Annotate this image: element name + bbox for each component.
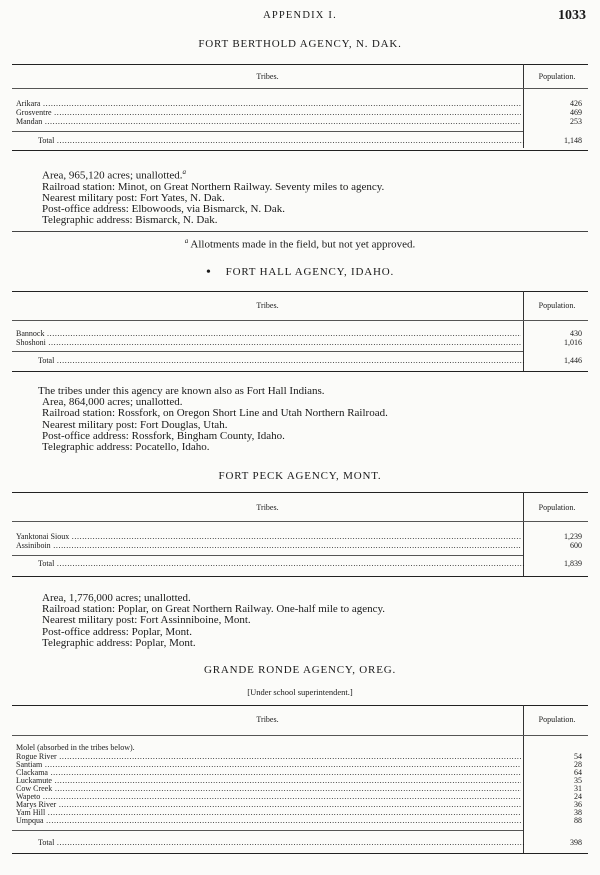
section-title-grande-ronde: GRANDE RONDE AGENCY, OREG. — [203, 664, 397, 676]
table-grande-ronde — [12, 705, 588, 857]
military-post-line: Nearest military post: Fort Douglas, Utah. — [42, 418, 228, 431]
total-label: Total ..... — [16, 559, 525, 569]
column-header-population: Population. — [538, 503, 576, 512]
total-label: Total ..... — [16, 356, 525, 366]
agency-details-fort-berthold — [42, 167, 562, 227]
table-fort-peck — [12, 492, 588, 577]
railroad-line: Railroad station: Minot, on Great Northern Railway. Seventy miles to agency. — [42, 180, 385, 193]
column-header-population: Population. — [538, 301, 576, 310]
table-row — [12, 117, 588, 127]
footnote-mark: a — [184, 237, 189, 245]
table-row — [12, 338, 588, 348]
total-label: Total ..... — [16, 136, 525, 146]
population-value: 38 — [574, 808, 582, 817]
footnote-ref: a — [182, 168, 187, 176]
tribe-name: Umpqua ..... — [16, 816, 521, 826]
military-post-line: Nearest military post: Fort Assinniboine, Mont. — [42, 614, 251, 627]
area-line: Area, 864,000 acres; unallotted. — [42, 396, 183, 409]
total-value: 398 — [570, 838, 582, 847]
table-total-row — [12, 559, 588, 569]
population-value: 253 — [570, 117, 582, 126]
population-value: 64 — [574, 768, 582, 777]
population-value: 469 — [570, 108, 582, 117]
population-value: 430 — [570, 329, 582, 338]
section-title-text: FORT HALL AGENCY, IDAHO. — [225, 266, 395, 278]
table-row — [12, 816, 588, 826]
total-value: 1,446 — [564, 356, 582, 365]
population-value: 28 — [574, 760, 582, 769]
telegraph-line: Telegraphic address: Pocatello, Idaho. — [42, 441, 210, 454]
total-label: Total ..... — [16, 838, 525, 848]
agency-details-fort-peck — [42, 593, 562, 649]
footnote — [0, 237, 600, 251]
table-fort-berthold — [12, 64, 588, 154]
population-value: 1,239 — [564, 532, 582, 541]
population-value: 24 — [574, 792, 582, 801]
agency-details-fort-hall — [38, 385, 562, 454]
section-title-fort-hall — [0, 264, 600, 280]
intro-line: The tribes under this agency are known also as Fort Hall Indians. — [38, 385, 325, 397]
tribe-name: Shoshoni ..... — [16, 338, 521, 348]
column-header-tribes: Tribes. — [256, 72, 279, 81]
bullet-mark: • — [205, 265, 212, 280]
post-office-line: Post-office address: Poplar, Mont. — [42, 625, 192, 638]
tribe-name: Santiam ..... — [16, 760, 521, 770]
railroad-line: Railroad station: Rossfork, on Oregon Short Line and Utah Northern Railroad. — [42, 407, 388, 420]
tribe-name: Luckamute ..... — [16, 776, 521, 786]
column-header-tribes: Tribes. — [256, 301, 279, 310]
population-value: 88 — [574, 816, 582, 825]
tribe-name: Yam Hill ..... — [16, 808, 521, 818]
tribe-name: Rogue River ..... — [16, 752, 521, 762]
population-value: 35 — [574, 776, 582, 785]
population-value: 1,016 — [564, 338, 582, 347]
running-head — [0, 8, 600, 24]
column-header-population: Population. — [538, 72, 576, 81]
population-value: 54 — [574, 752, 582, 761]
section-title-fort-peck: FORT PECK AGENCY, MONT. — [218, 470, 382, 482]
tribe-name: Bannock ..... — [16, 329, 521, 339]
tribe-name: Yanktonai Sioux ..... — [16, 532, 521, 542]
column-header-population: Population. — [538, 715, 576, 724]
section-subtitle: [Under school superintendent.] — [247, 687, 353, 697]
post-office-line: Post-office address: Rossfork, Bingham County, Idaho. — [42, 429, 285, 442]
table-total-row — [12, 356, 588, 366]
railroad-line: Railroad station: Poplar, on Great Northern Railway. One-half mile to agency. — [42, 603, 386, 616]
total-value: 1,148 — [564, 136, 582, 145]
table-row — [12, 541, 588, 551]
table-fort-hall — [12, 291, 588, 376]
section-title-fort-berthold: FORT BERTHOLD AGENCY, N. DAK. — [198, 38, 402, 50]
population-value: 31 — [574, 784, 582, 793]
tribe-name: Assiniboin ..... — [16, 541, 521, 551]
tribe-name: Cow Creek ..... — [16, 784, 521, 794]
table-total-row — [12, 838, 588, 848]
tribe-name: Marys River ..... — [16, 800, 521, 810]
running-head-title: APPENDIX I. — [263, 10, 337, 21]
population-value: 600 — [570, 541, 582, 550]
tribe-name: Grosventre ..... — [16, 108, 521, 118]
telegraph-line: Telegraphic address: Bismarck, N. Dak. — [42, 214, 218, 227]
population-value: 36 — [574, 800, 582, 809]
military-post-line: Nearest military post: Fort Yates, N. Dak. — [42, 192, 225, 205]
tribe-name: Mandan ..... — [16, 117, 521, 127]
post-office-line: Post-office address: Elbowoods, via Bismarck, N. Dak. — [42, 203, 285, 216]
tribe-name: Arikara ..... — [16, 99, 521, 109]
area-line: Area, 965,120 acres; unallotted. — [42, 169, 183, 182]
tribe-name: Wapeto ..... — [16, 792, 521, 802]
area-line: Area, 1,776,000 acres; unallotted. — [42, 592, 191, 604]
table-total-row — [12, 136, 588, 146]
column-header-tribes: Tribes. — [256, 715, 279, 724]
total-value: 1,839 — [564, 559, 582, 568]
tribe-name: Clackama ..... — [16, 768, 521, 778]
column-header-tribes: Tribes. — [256, 503, 279, 512]
tribe-group-heading: Molel (absorbed in the tribes below). — [16, 743, 135, 752]
page-number: 1033 — [558, 8, 586, 23]
population-value: 426 — [570, 99, 582, 108]
footnote-text: Allotments made in the field, but not yet approved. — [190, 238, 416, 251]
telegraph-line: Telegraphic address: Poplar, Mont. — [42, 636, 196, 649]
